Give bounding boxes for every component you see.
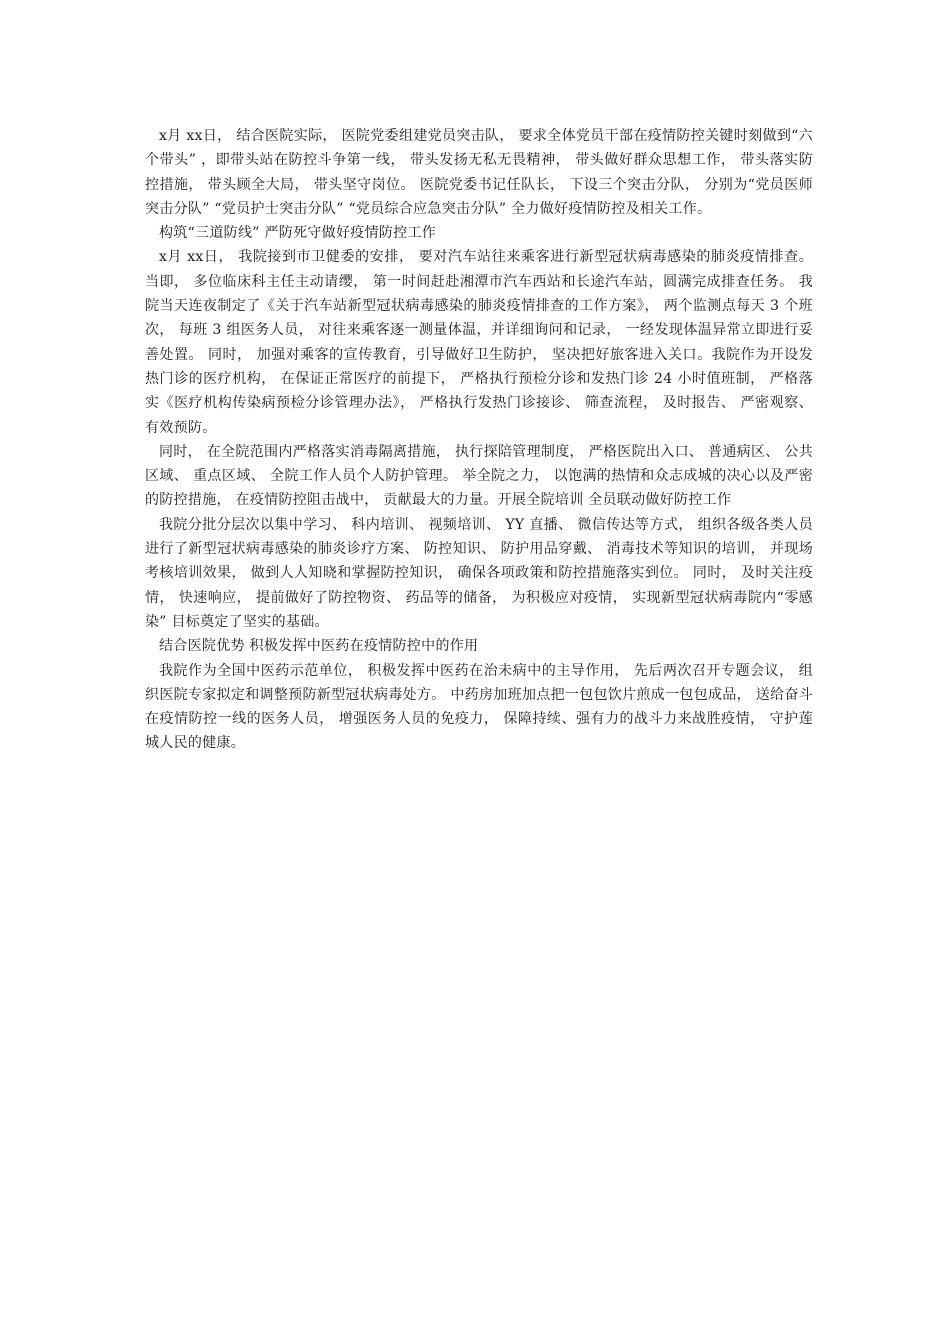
paragraph-hospital-wide-disinfection: 同时， 在全院范围内严格落实消毒隔离措施， 执行探陪管理制度， 严格医院出入口、 普通病区、 公共区域、 重点区域、 全院工作人员个人防护管理。 举全院之力， 以饱满的热情和众志成城的决心以及严密的防控措施， 在疫情防控阻击战中， 贡献最大的力量。开展全院培训 全员联动做好防控工作: [145, 443, 813, 509]
paragraph-task-force: x月 xx日， 结合医院实际， 医院党委组建党员突击队， 要求全体党员干部在疫情防控关键时刻做到“六个带头” ，即带头站在防控斗争第一线， 带头发扬无私无畏精神， 带头做好群众思想工作， 带头落实防控措施， 带头顾全大局， 带头坚守岗位。 医院党委书记任队长， 下设三个突击分队， 分别为“党员医师突击分队” “党员护士突击分队” “党员综合应急突击分队” 全力做好疫情防控及相关工作。: [145, 128, 813, 217]
section-heading-tcm-role: 结合医院优势 积极发挥中医药在疫情防控中的作用: [159, 638, 479, 655]
paragraph-bus-station-screening: x月 xx日， 我院接到市卫健委的安排， 要对汽车站往来乘客进行新型冠状病毒感染的肺炎疫情排查。 当即， 多位临床科主任主动请缨， 第一时间赶赴湘潭市汽车西站和长途汽车站，圆满完成排查任务。 我院当天连夜制定了《关于汽车站新型冠状病毒感染的肺炎疫情排查的工作方案》， 两个监测点每天 3 个班次， 每班 3 组医务人员， 对往来乘客逐一测量体温，并详细询问和记录， 一经发现体温异常立即进行妥善处置。 同时， 加强对乘客的宣传教育，引导做好卫生防护， 坚决把好旅客进入关口。我院作为开设发热门诊的医疗机构， 在保证正常医疗的前提下， 严格执行预检分诊和发热门诊 24 小时值班制， 严格落实《医疗机构传染病预检分诊管理办法》， 严格执行发热门诊接诊、 筛查流程， 及时报告、 严密观察、 有效预防。: [145, 249, 813, 436]
paragraph-staff-training: 我院分批分层次以集中学习、 科内培训、 视频培训、 YY 直播、 微信传达等方式， 组织各级各类人员进行了新型冠状病毒感染的肺炎诊疗方案、 防控知识、 防护用品穿戴、 消毒技术等知识的培训， 并现场考核培训效果， 做到人人知晓和掌握防控知识， 确保各项政策和防控措施落实到位。 同时， 及时关注疫情， 快速响应， 提前做好了防控物资、 药品等的储备， 为积极应对疫情， 实现新型冠状病毒院内“零感染” 目标奠定了坚实的基础。: [145, 516, 813, 630]
section-heading-three-lines-of-defense: 构筑“三道防线” 严防死守做好疫情防控工作: [159, 225, 437, 242]
paragraph-tcm-prevention: 我院作为全国中医药示范单位， 积极发挥中医药在治未病中的主导作用， 先后两次召开专题会议， 组织医院专家拟定和调整预防新型冠状病毒处方。 中药房加班加点把一包包饮片煎成一包包成品， 送给奋斗在疫情防控一线的医务人员， 增强医务人员的免疫力， 保障持续、强有力的战斗力来战胜疫情， 守护莲城人民的健康。: [145, 662, 813, 752]
document-body: [145, 124, 813, 756]
